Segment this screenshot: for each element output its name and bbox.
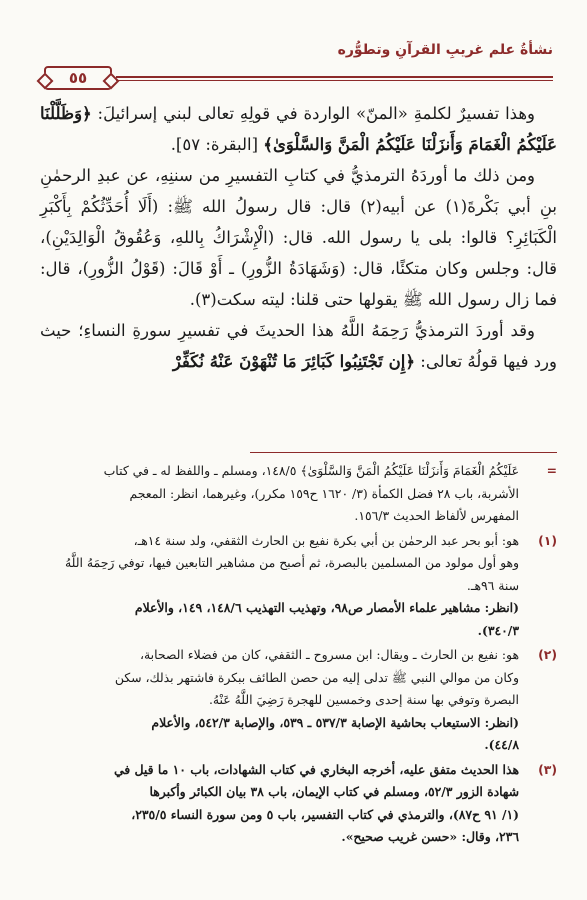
footnote-line: وهو أول مولود من المسلمين بالبصرة، ثم أصبح من مشاهير التابعين فيها، توفي رَحِمَهُ اللَّهُ xyxy=(64,555,519,570)
footnote-number: (١) xyxy=(538,532,557,548)
footnote-1 xyxy=(40,530,557,643)
main-text xyxy=(40,98,557,377)
paragraph-1 xyxy=(40,98,557,160)
footnote-marker: = xyxy=(546,463,557,478)
footnote-2 xyxy=(40,644,557,757)
footnote-line: عَلَيْكُمُ الْغَمَامَ وَأَنزَلْنَا عَلَيْكُمُ الْمَنَّ وَالسَّلْوَىٰ﴾ ١٤٨/٥، ومسلم ـ واللفظ له ـ في كتاب xyxy=(103,463,519,478)
paragraph-2-text: ومن ذلك ما أوردَهُ الترمذيُّ في كتابِ التفسيرِ من سننِهِ، عن عبدِ الرحمٰنِ بنِ أبي بَكْرةَ(١) عن أبيه(٢) قال: قال رسولُ الله ﷺ: (أَلَا أُحَدِّثُكُمْ بِأَكْبَرِ الْكَبَائِرِ؟ قالوا: بلى يا رسول الله. قال: (الْإِشْرَاكُ بِاللهِ، وَعُقُوقُ الْوَالِدَيْنِ)، قال: وجلس وكان متكئًا، قال: (وَشَهَادَةُ الزُّورِ) ـ أَوْ قَالَ: (قَوْلُ الزُّورِ)، قال: فما زال رسول الله ﷺ يقولها حتى قلنا: ليته سكت(٣). xyxy=(40,166,557,309)
running-header-title: نشأةُ علم غريبِ القرآنِ وتطوُّره xyxy=(337,42,553,58)
footnote-line: المفهرس لألفاظ الحديث ١٥٦/٣. xyxy=(354,508,519,523)
quran-ref-1: [البقرة: ٥٧]. xyxy=(170,135,259,154)
footnote-continued xyxy=(40,460,557,528)
quran-quote-2: ﴿إِن تَجْتَنِبُوا كَبَائِرَ مَا تُنْهَوْنَ عَنْهُ نُكَفِّرْ xyxy=(172,352,416,371)
paragraph-1-text: وهذا تفسيرٌ لكلمةِ «المنّ» الواردة في قولِهِ تعالى لبني إسرائيلَ: xyxy=(97,104,535,123)
header-rule-thin xyxy=(116,80,553,81)
paragraph-3 xyxy=(40,315,557,377)
paragraph-3-text: وقد أوردَ الترمذيُّ رَحِمَهُ اللَّهُ هذا الحديثَ في تفسيرِ سورةِ النساءِ؛ حيث ورد فيها قولُهُ تعالى: xyxy=(40,321,557,371)
footnote-line: هو: أبو بحر عبد الرحمٰن بن أبي بكرة نفيع بن الحارث الثقفي، ولد سنة ١٤هـ، xyxy=(133,532,519,548)
footnote-separator xyxy=(250,452,557,453)
footnote-line: ٣٤٠/٣). xyxy=(477,622,519,638)
paragraph-2 xyxy=(40,160,557,315)
quran-quote-1: ﴿وَظَلَّلْنَا عَلَيْكُمُ الْغَمَامَ وَأَنزَلْنَا عَلَيْكُمُ الْمَنَّ وَالسَّلْوَىٰ﴾ xyxy=(40,104,557,154)
footnote-line: (انظر: الاستيعاب بحاشية الإصابة ٥٣٧/٣ ـ ٥٣٩، والإصابة ٥٤٢/٣، والأعلام xyxy=(151,714,519,730)
footnotes xyxy=(40,460,557,851)
footnote-line: وكان من موالي النبي ﷺ تدلى إليه من حصن الطائف ببكرة فاشتهر بذلك، سكن xyxy=(114,669,519,685)
footnote-line: هو: نفيع بن الحارث ـ ويقال: ابن مسروح ـ الثقفي، كان من فضلاء الصحابة، xyxy=(139,647,519,662)
page-number-box xyxy=(44,66,112,90)
header-rule xyxy=(116,76,553,78)
footnote-line: (١/ ٩١ ح٨٧)، والترمذي في كتاب التفسير، باب ٥ ومن سورة النساء ٢٣٥/٥، xyxy=(131,806,519,822)
footnote-line: شهادة الزور ٥٢/٣، ومسلم في كتاب الإيمان، باب ٣٨ بيان الكبائر وأكبرها xyxy=(149,784,519,799)
footnote-number: (٣) xyxy=(538,761,557,777)
footnote-line: هذا الحديث متفق عليه، أخرجه البخاري في كتاب الشهادات، باب ١٠ ما قيل في xyxy=(113,761,519,777)
footnote-number: (٢) xyxy=(538,647,557,662)
footnote-line: ٢٣٦، وقال: «حسن غريب صحيح». xyxy=(341,829,519,844)
footnote-3 xyxy=(40,759,557,849)
footnote-line: سنة ٩٦هـ. xyxy=(466,577,519,593)
footnote-line: ٤٤/٨). xyxy=(484,737,519,752)
page-number: ٥٥ xyxy=(68,69,88,87)
footnote-line: الأشربة، باب ٢٨ فضل الكمأة (٣/ ١٦٢٠ ح١٥٩ مكرر)، وغيرهما، انظر: المعجم xyxy=(129,485,519,501)
footnote-line: (انظر: مشاهير علماء الأمصار ص٩٨، وتهذيب التهذيب ١٤٨/٦، ١٤٩، والأعلام xyxy=(134,600,519,615)
footnote-line: البصرة وتوفي بها سنة إحدى وخمسين للهجرة رَضِيَ اللَّهُ عَنْهُ. xyxy=(208,692,519,707)
